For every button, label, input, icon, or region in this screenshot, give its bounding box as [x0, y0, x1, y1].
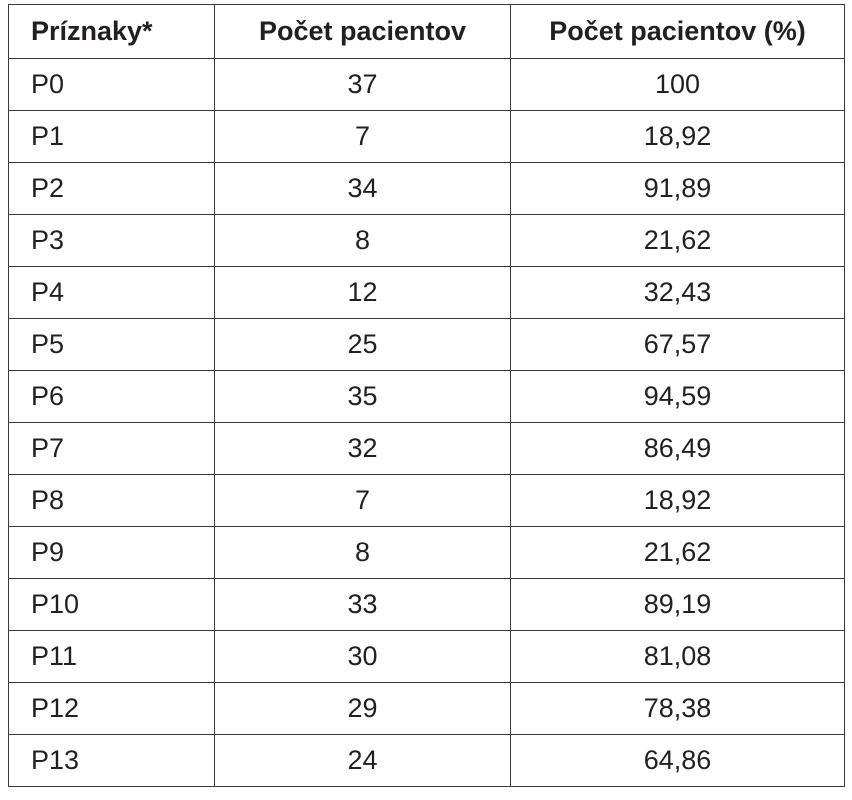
table-row: [9, 163, 845, 215]
cell-patient-count: 7: [215, 111, 511, 163]
cell-symptom: P7: [9, 423, 215, 475]
cell-patient-count: 29: [215, 683, 511, 735]
table-row: [9, 423, 845, 475]
cell-patient-count: 8: [215, 527, 511, 579]
cell-patient-count: 25: [215, 319, 511, 371]
table-row: [9, 527, 845, 579]
cell-patient-percent: 67,57: [511, 319, 845, 371]
cell-symptom: P2: [9, 163, 215, 215]
header-symptoms: Príznaky*: [9, 5, 215, 59]
cell-patient-count: 34: [215, 163, 511, 215]
table-row: [9, 631, 845, 683]
cell-patient-percent: 64,86: [511, 735, 845, 787]
cell-patient-percent: 81,08: [511, 631, 845, 683]
table-row: [9, 59, 845, 111]
table-row: [9, 579, 845, 631]
cell-patient-percent: 91,89: [511, 163, 845, 215]
cell-patient-count: 30: [215, 631, 511, 683]
table-row: [9, 371, 845, 423]
cell-patient-count: 35: [215, 371, 511, 423]
cell-patient-percent: 21,62: [511, 527, 845, 579]
cell-patient-percent: 21,62: [511, 215, 845, 267]
cell-symptom: P1: [9, 111, 215, 163]
cell-patient-percent: 89,19: [511, 579, 845, 631]
cell-patient-percent: 78,38: [511, 683, 845, 735]
cell-symptom: P8: [9, 475, 215, 527]
cell-symptom: P10: [9, 579, 215, 631]
cell-patient-count: 7: [215, 475, 511, 527]
cell-patient-count: 37: [215, 59, 511, 111]
cell-symptom: P12: [9, 683, 215, 735]
table-row: [9, 683, 845, 735]
table-body: [9, 59, 845, 787]
cell-symptom: P4: [9, 267, 215, 319]
cell-symptom: P3: [9, 215, 215, 267]
table-row: [9, 735, 845, 787]
table-row: [9, 111, 845, 163]
cell-patient-count: 24: [215, 735, 511, 787]
table-row: [9, 475, 845, 527]
cell-patient-count: 33: [215, 579, 511, 631]
symptoms-table: [8, 4, 845, 787]
cell-patient-percent: 32,43: [511, 267, 845, 319]
cell-patient-count: 8: [215, 215, 511, 267]
table-row: [9, 215, 845, 267]
cell-symptom: P11: [9, 631, 215, 683]
cell-symptom: P0: [9, 59, 215, 111]
table-header: [9, 5, 845, 59]
table-row: [9, 319, 845, 371]
cell-symptom: P6: [9, 371, 215, 423]
cell-symptom: P9: [9, 527, 215, 579]
header-patient-count: Počet pacientov: [215, 5, 511, 59]
table-row: [9, 267, 845, 319]
cell-patient-percent: 18,92: [511, 111, 845, 163]
cell-symptom: P5: [9, 319, 215, 371]
cell-patient-count: 12: [215, 267, 511, 319]
cell-patient-percent: 18,92: [511, 475, 845, 527]
symptoms-table-container: [8, 4, 844, 787]
cell-patient-percent: 100: [511, 59, 845, 111]
header-row: [9, 5, 845, 59]
header-patient-percent: Počet pacientov (%): [511, 5, 845, 59]
cell-symptom: P13: [9, 735, 215, 787]
cell-patient-percent: 94,59: [511, 371, 845, 423]
cell-patient-count: 32: [215, 423, 511, 475]
cell-patient-percent: 86,49: [511, 423, 845, 475]
